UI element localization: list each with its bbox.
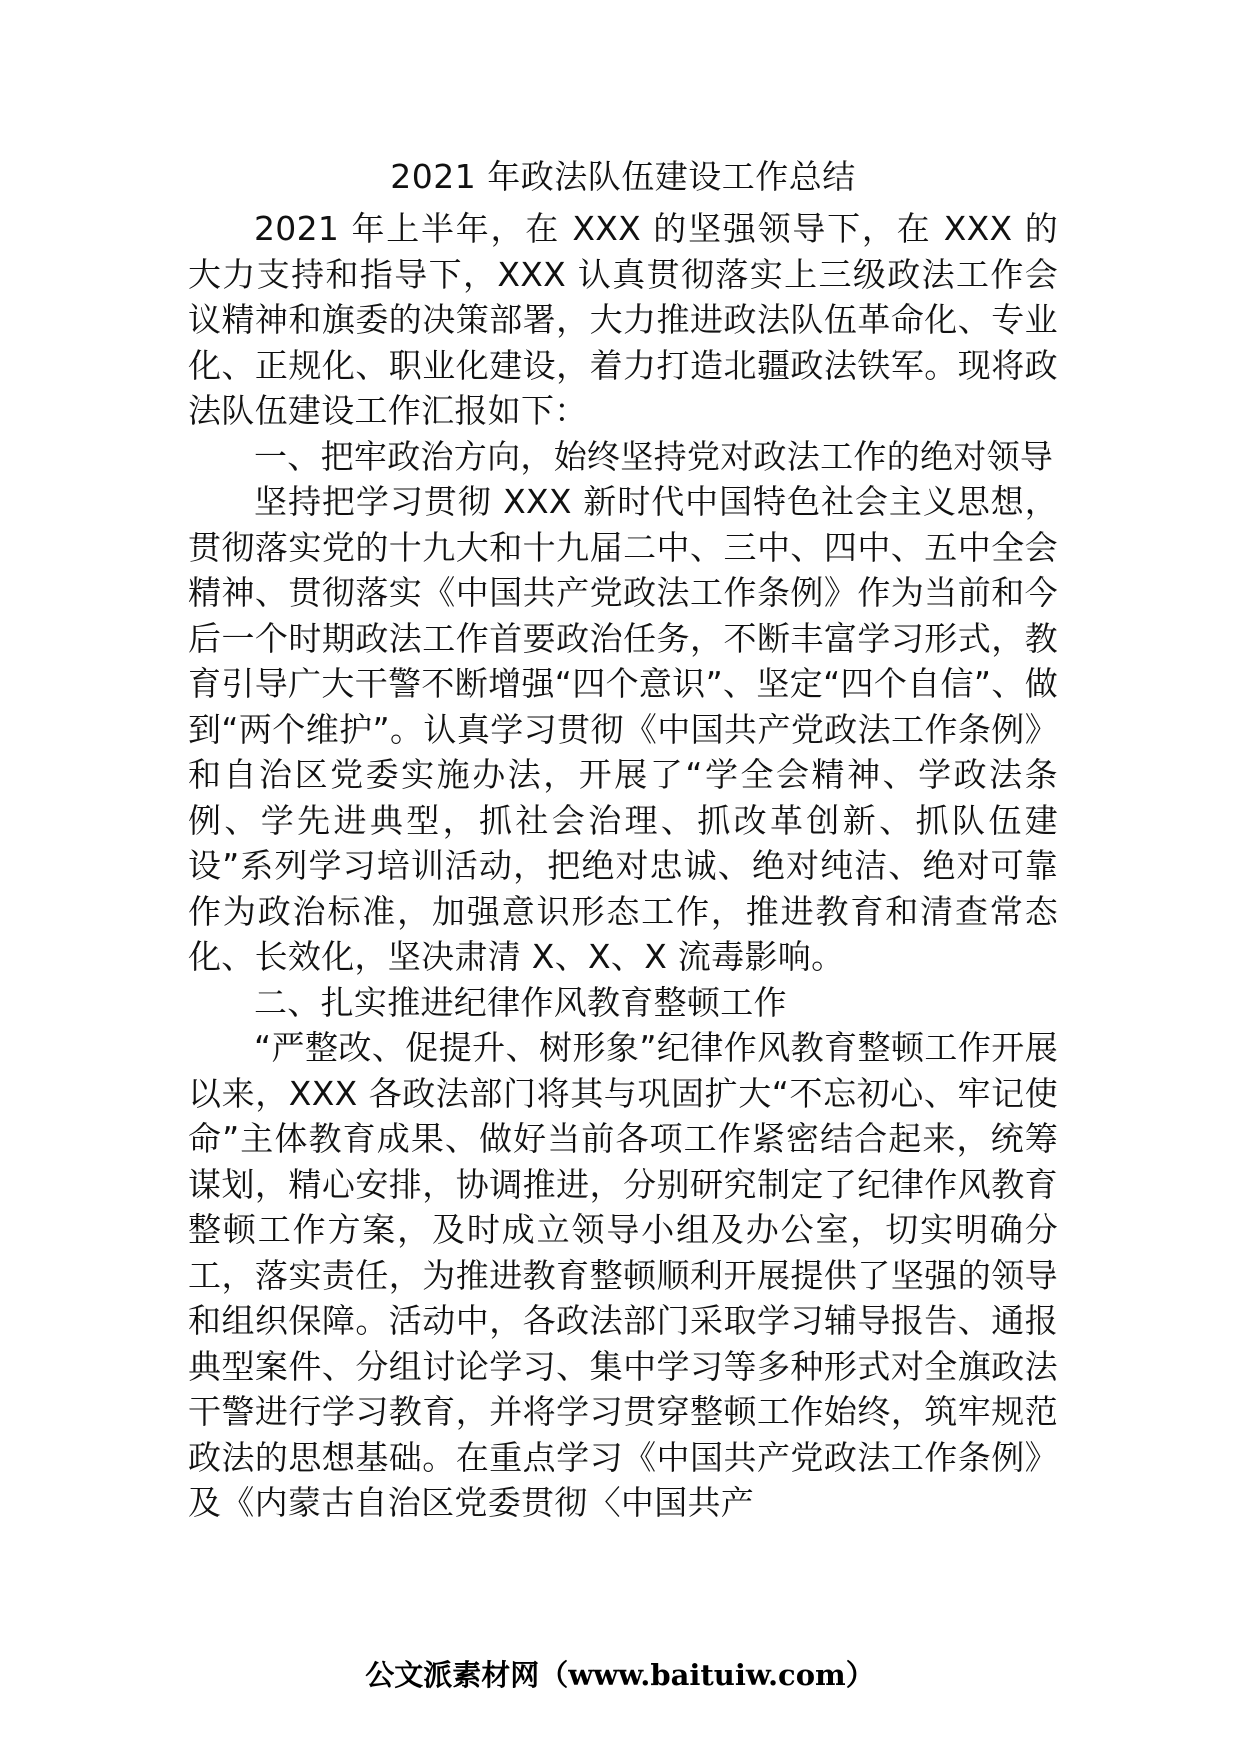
- intro-paragraph: 2021 年上半年，在 XXX 的坚强领导下，在 XXX 的大力支持和指导下，XXX 认真贯彻落实上三级政法工作会议精神和旗委的决策部署，大力推进政法队伍革命化、专业化、正规化、职业化建设，着力打造北疆政法铁军。现将政法队伍建设工作汇报如下：: [188, 209, 1058, 430]
- document-page: [188, 148, 1058, 1526]
- section-2-paragraph: “严整改、促提升、树形象”纪律作风教育整顿工作开展以来，XXX 各政法部门将其与巩固扩大“不忘初心、牢记使命”主体教育成果、做好当前各项工作紧密结合起来，统筹谋划，精心安排，协调推进，分别研究制定了纪律作风教育整顿工作方案，及时成立领导小组及办公室，切实明确分工，落实责任，为推进教育整顿顺利开展提供了坚强的领导和组织保障。活动中，各政法部门采取学习辅导报告、通报典型案件、分组讨论学习、集中学习等多种形式对全旗政法干警进行学习教育，并将学习贯穿整顿工作始终，筑牢规范政法的思想基础。在重点学习《中国共产党政法工作条例》及《内蒙古自治区党委贯彻〈中国共产: [188, 1028, 1058, 1522]
- footer-watermark: 公文派素材网（www.baituiw.com）: [365, 1658, 875, 1692]
- section-1-paragraph: 坚持把学习贯彻 XXX 新时代中国特色社会主义思想，贯彻落实党的十九大和十九届二中、三中、四中、五中全会精神、贯彻落实《中国共产党政法工作条例》作为当前和今后一个时期政法工作首要政治任务，不断丰富学习形式，教育引导广大干警不断增强“四个意识”、坚定“四个自信”、做到“两个维护”。认真学习贯彻《中国共产党政法工作条例》和自治区党委实施办法，开展了“学全会精神、学政法条例、学先进典型，抓社会治理、抓改革创新、抓队伍建设”系列学习培训活动，把绝对忠诚、绝对纯洁、绝对可靠作为政治标准，加强意识形态工作，推进教育和清查常态化、长效化，坚决肃清 X、X、X 流毒影响。: [188, 482, 1058, 976]
- section-heading-2: 二、扎实推进纪律作风教育整顿工作: [254, 982, 787, 1022]
- document-title: 2021 年政法队伍建设工作总结: [390, 157, 856, 196]
- section-heading-1: 一、把牢政治方向，始终坚持党对政法工作的绝对领导: [254, 436, 1054, 476]
